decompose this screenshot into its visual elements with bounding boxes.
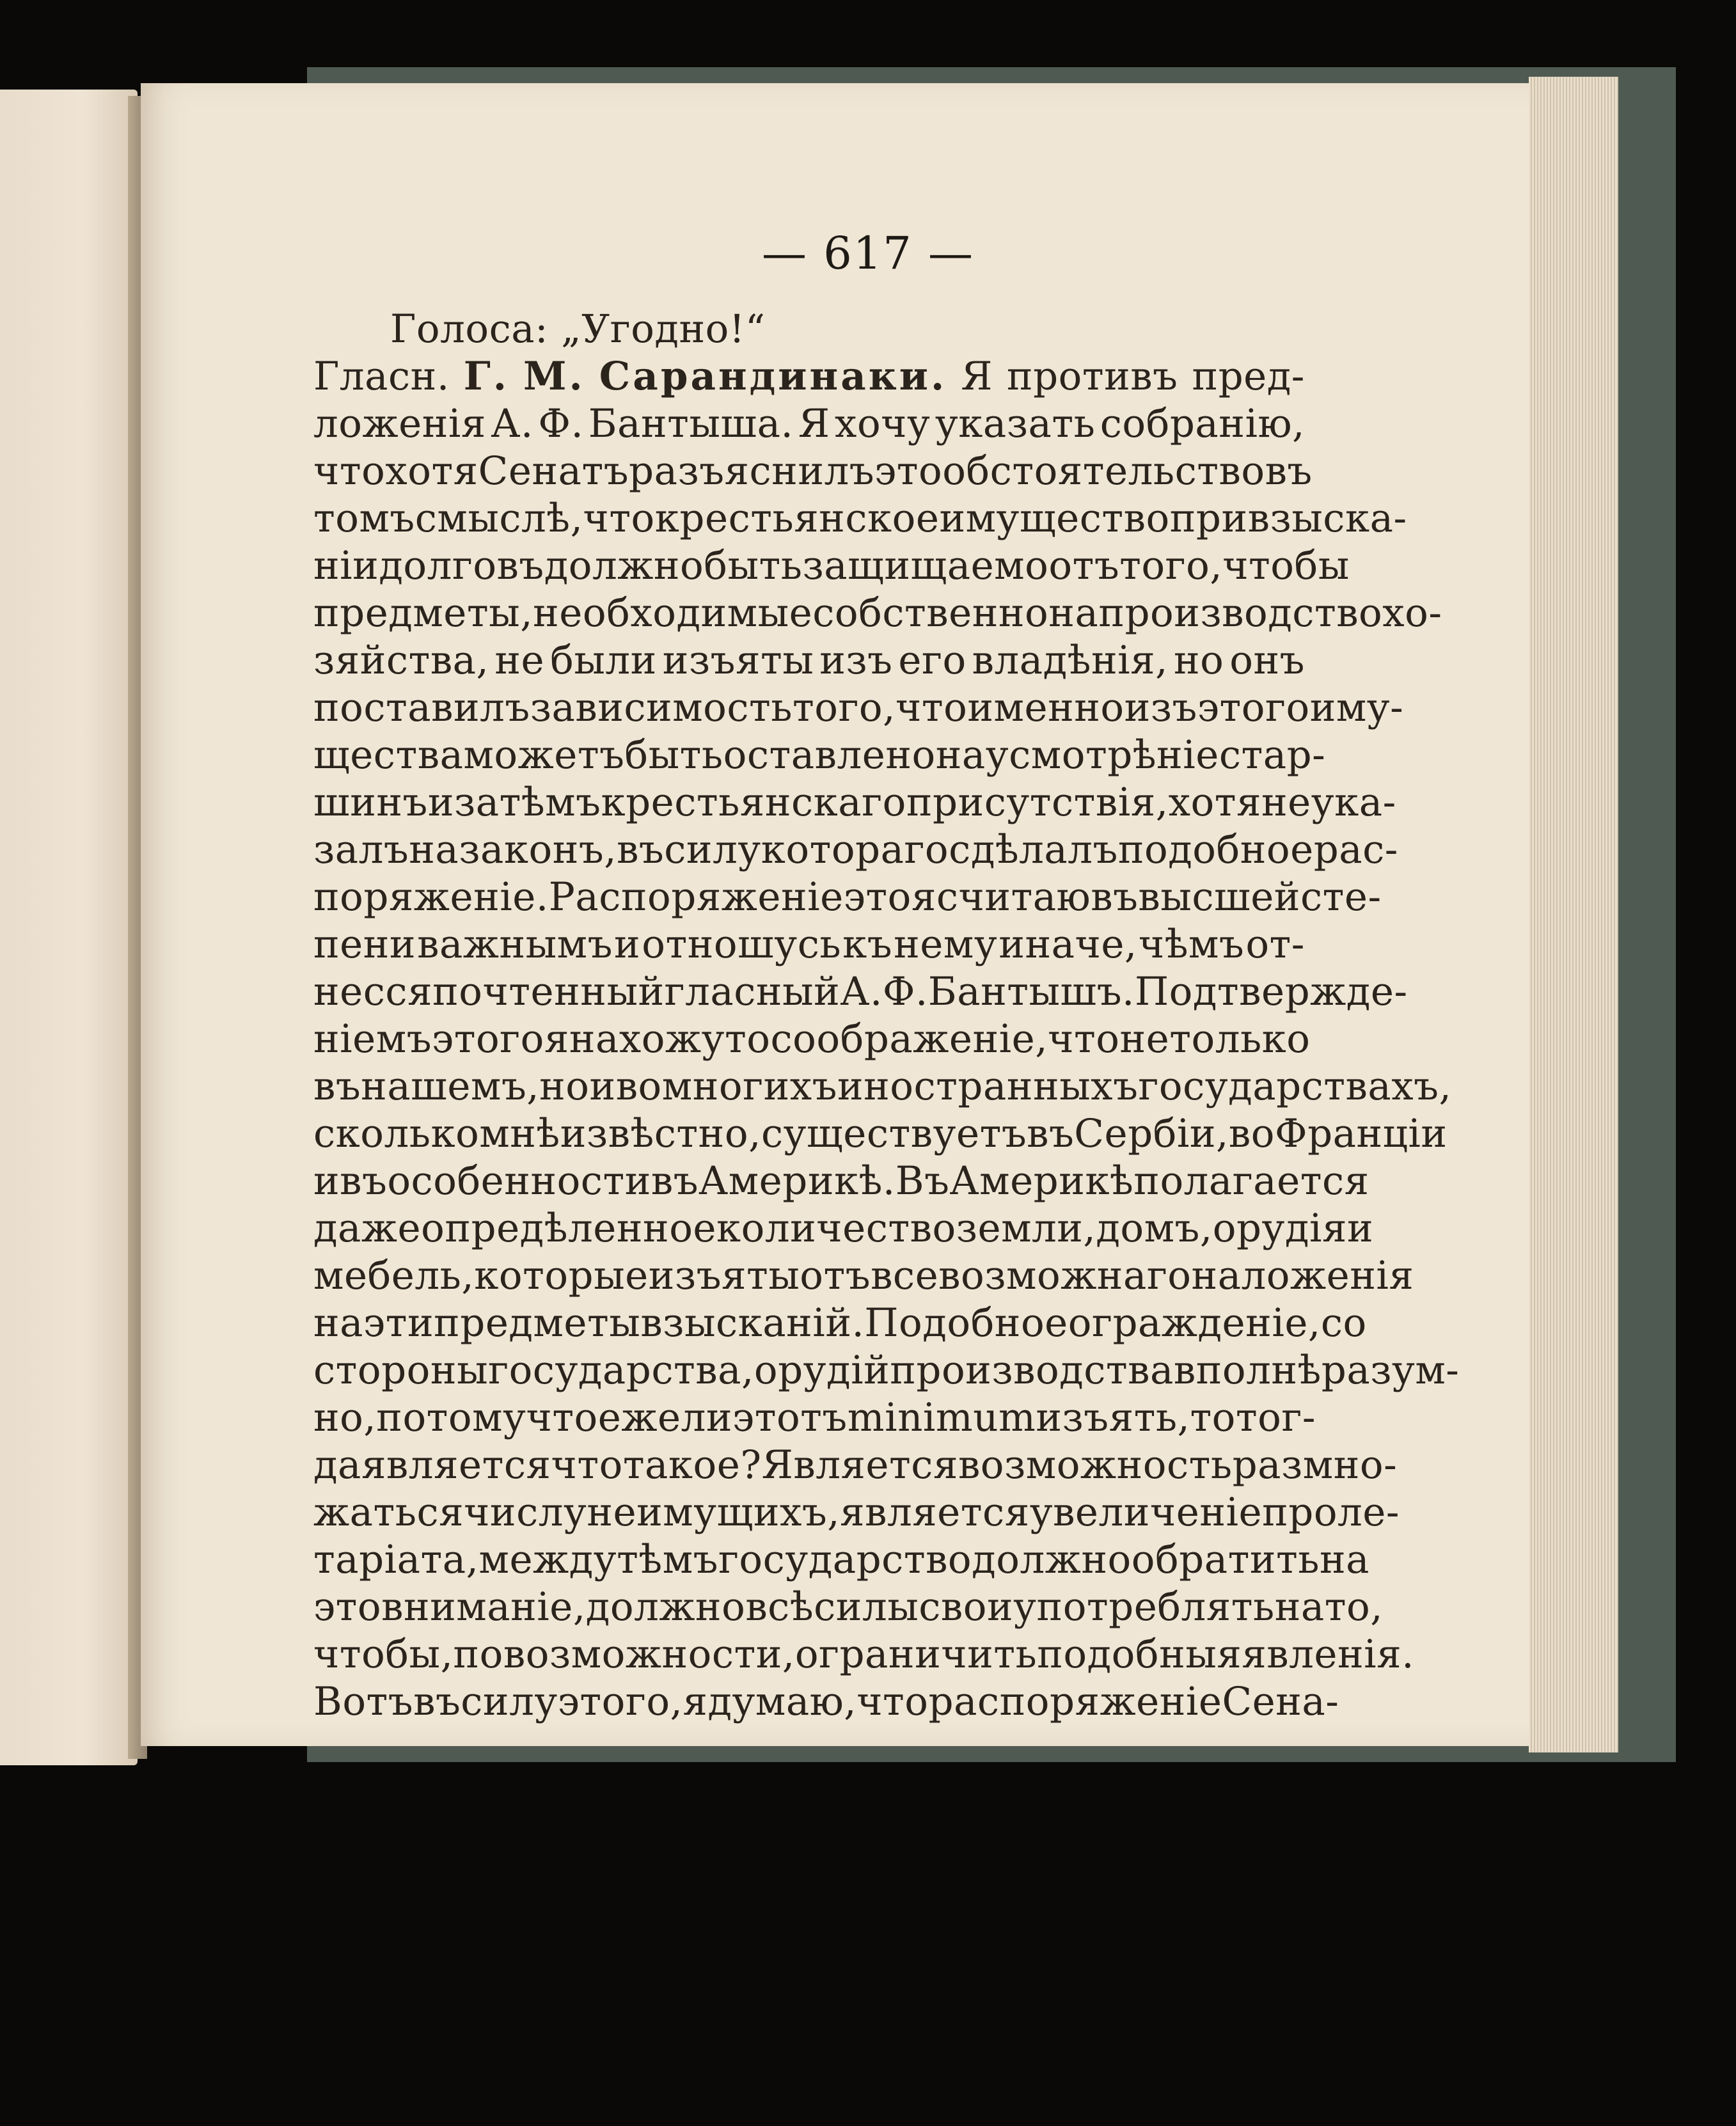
- text-line: это вниманіе, должно всѣ силы свои употреблять на то,: [313, 1584, 1384, 1630]
- text-line: ніемъ этого я нахожу то соображеніе, что не только: [313, 1016, 1311, 1062]
- text-line: Голоса: „Угодно!“: [390, 306, 766, 352]
- text-line: жаться числу неимущихъ, является увеличеніе проле-: [313, 1490, 1400, 1535]
- text-line: Вотъ въ силу этого, я думаю, что распоряженіе Сена-: [313, 1679, 1339, 1724]
- text-line: поставилъ зависимость того, что именно изъ этого иму-: [313, 685, 1404, 730]
- text-line: поряженіе. Распоряженіе это я считаю въ высшей сте-: [313, 874, 1382, 920]
- text-line: въ нашемъ, но и во многихъ иностранныхъ государствахъ,: [313, 1064, 1452, 1109]
- text-line: на эти предметы взысканій. Подобное огражденіе, со: [313, 1300, 1367, 1346]
- text-line: ніи долговъ должно быть защищаемо отъ того, чтобы: [313, 543, 1350, 588]
- text-line: но, потому что ежели этотъ minimum изъять, то тог-: [313, 1395, 1316, 1440]
- text-line: да является что такое? Является возможность размно-: [313, 1442, 1398, 1488]
- text-line: что хотя Сенатъ разъяснилъ это обстоятельство въ: [313, 448, 1313, 494]
- page-edges: [1529, 77, 1618, 1752]
- text-line: зяйства, не были изъяты изъ его владѣнія, но онъ: [313, 638, 1305, 683]
- text-line: щества можетъ быть оставлено на усмотрѣніе стар-: [313, 732, 1326, 778]
- text-line: Гласн. Г. М. Сарандинаки. Я противъ пред-: [313, 354, 1305, 399]
- text-line: даже опредѣленное количество земли, домъ, орудія и: [313, 1206, 1374, 1251]
- text-line: мебель, которые изъяты отъ всевозможнаго наложенія: [313, 1253, 1414, 1298]
- text-line: таріата, между тѣмъ государство должно обратить на: [313, 1537, 1369, 1582]
- text-line: чтобы, по возможности, ограничить подобныя явленія.: [313, 1632, 1414, 1677]
- text-line: стороны государства, орудій производства вполнѣ разум-: [313, 1348, 1460, 1393]
- page-number: — 617 —: [761, 227, 975, 280]
- text-line: предметы, необходимые собственно на производство хо-: [313, 590, 1442, 636]
- text-line: несся почтенный гласный А. Ф. Бантышъ. Подтвержде-: [313, 969, 1408, 1014]
- text-line: шинъ и затѣмъ крестьянскаго присутствія, хотя не ука-: [313, 780, 1396, 825]
- text-line: томъ смыслѣ, что крестьянское имущество при взыска-: [313, 496, 1407, 541]
- text-line: залъ на законъ, въ силу котораго сдѣлалъ подобное рас-: [313, 827, 1398, 872]
- text-line: и въ особенности въ Америкѣ. Въ Америкѣ полагается: [313, 1158, 1369, 1204]
- text-line: ложенія А. Ф. Бантыша. Я хочу указать собранію,: [313, 401, 1305, 446]
- text-line: пени важнымъ и отношусь къ нему иначе, чѣмъ от-: [313, 922, 1305, 967]
- text-line: сколько мнѣ извѣстно, существуетъ въ Сербіи, во Франціи: [313, 1111, 1448, 1156]
- left-page-edge: [0, 90, 138, 1765]
- body-text: [313, 306, 1460, 1726]
